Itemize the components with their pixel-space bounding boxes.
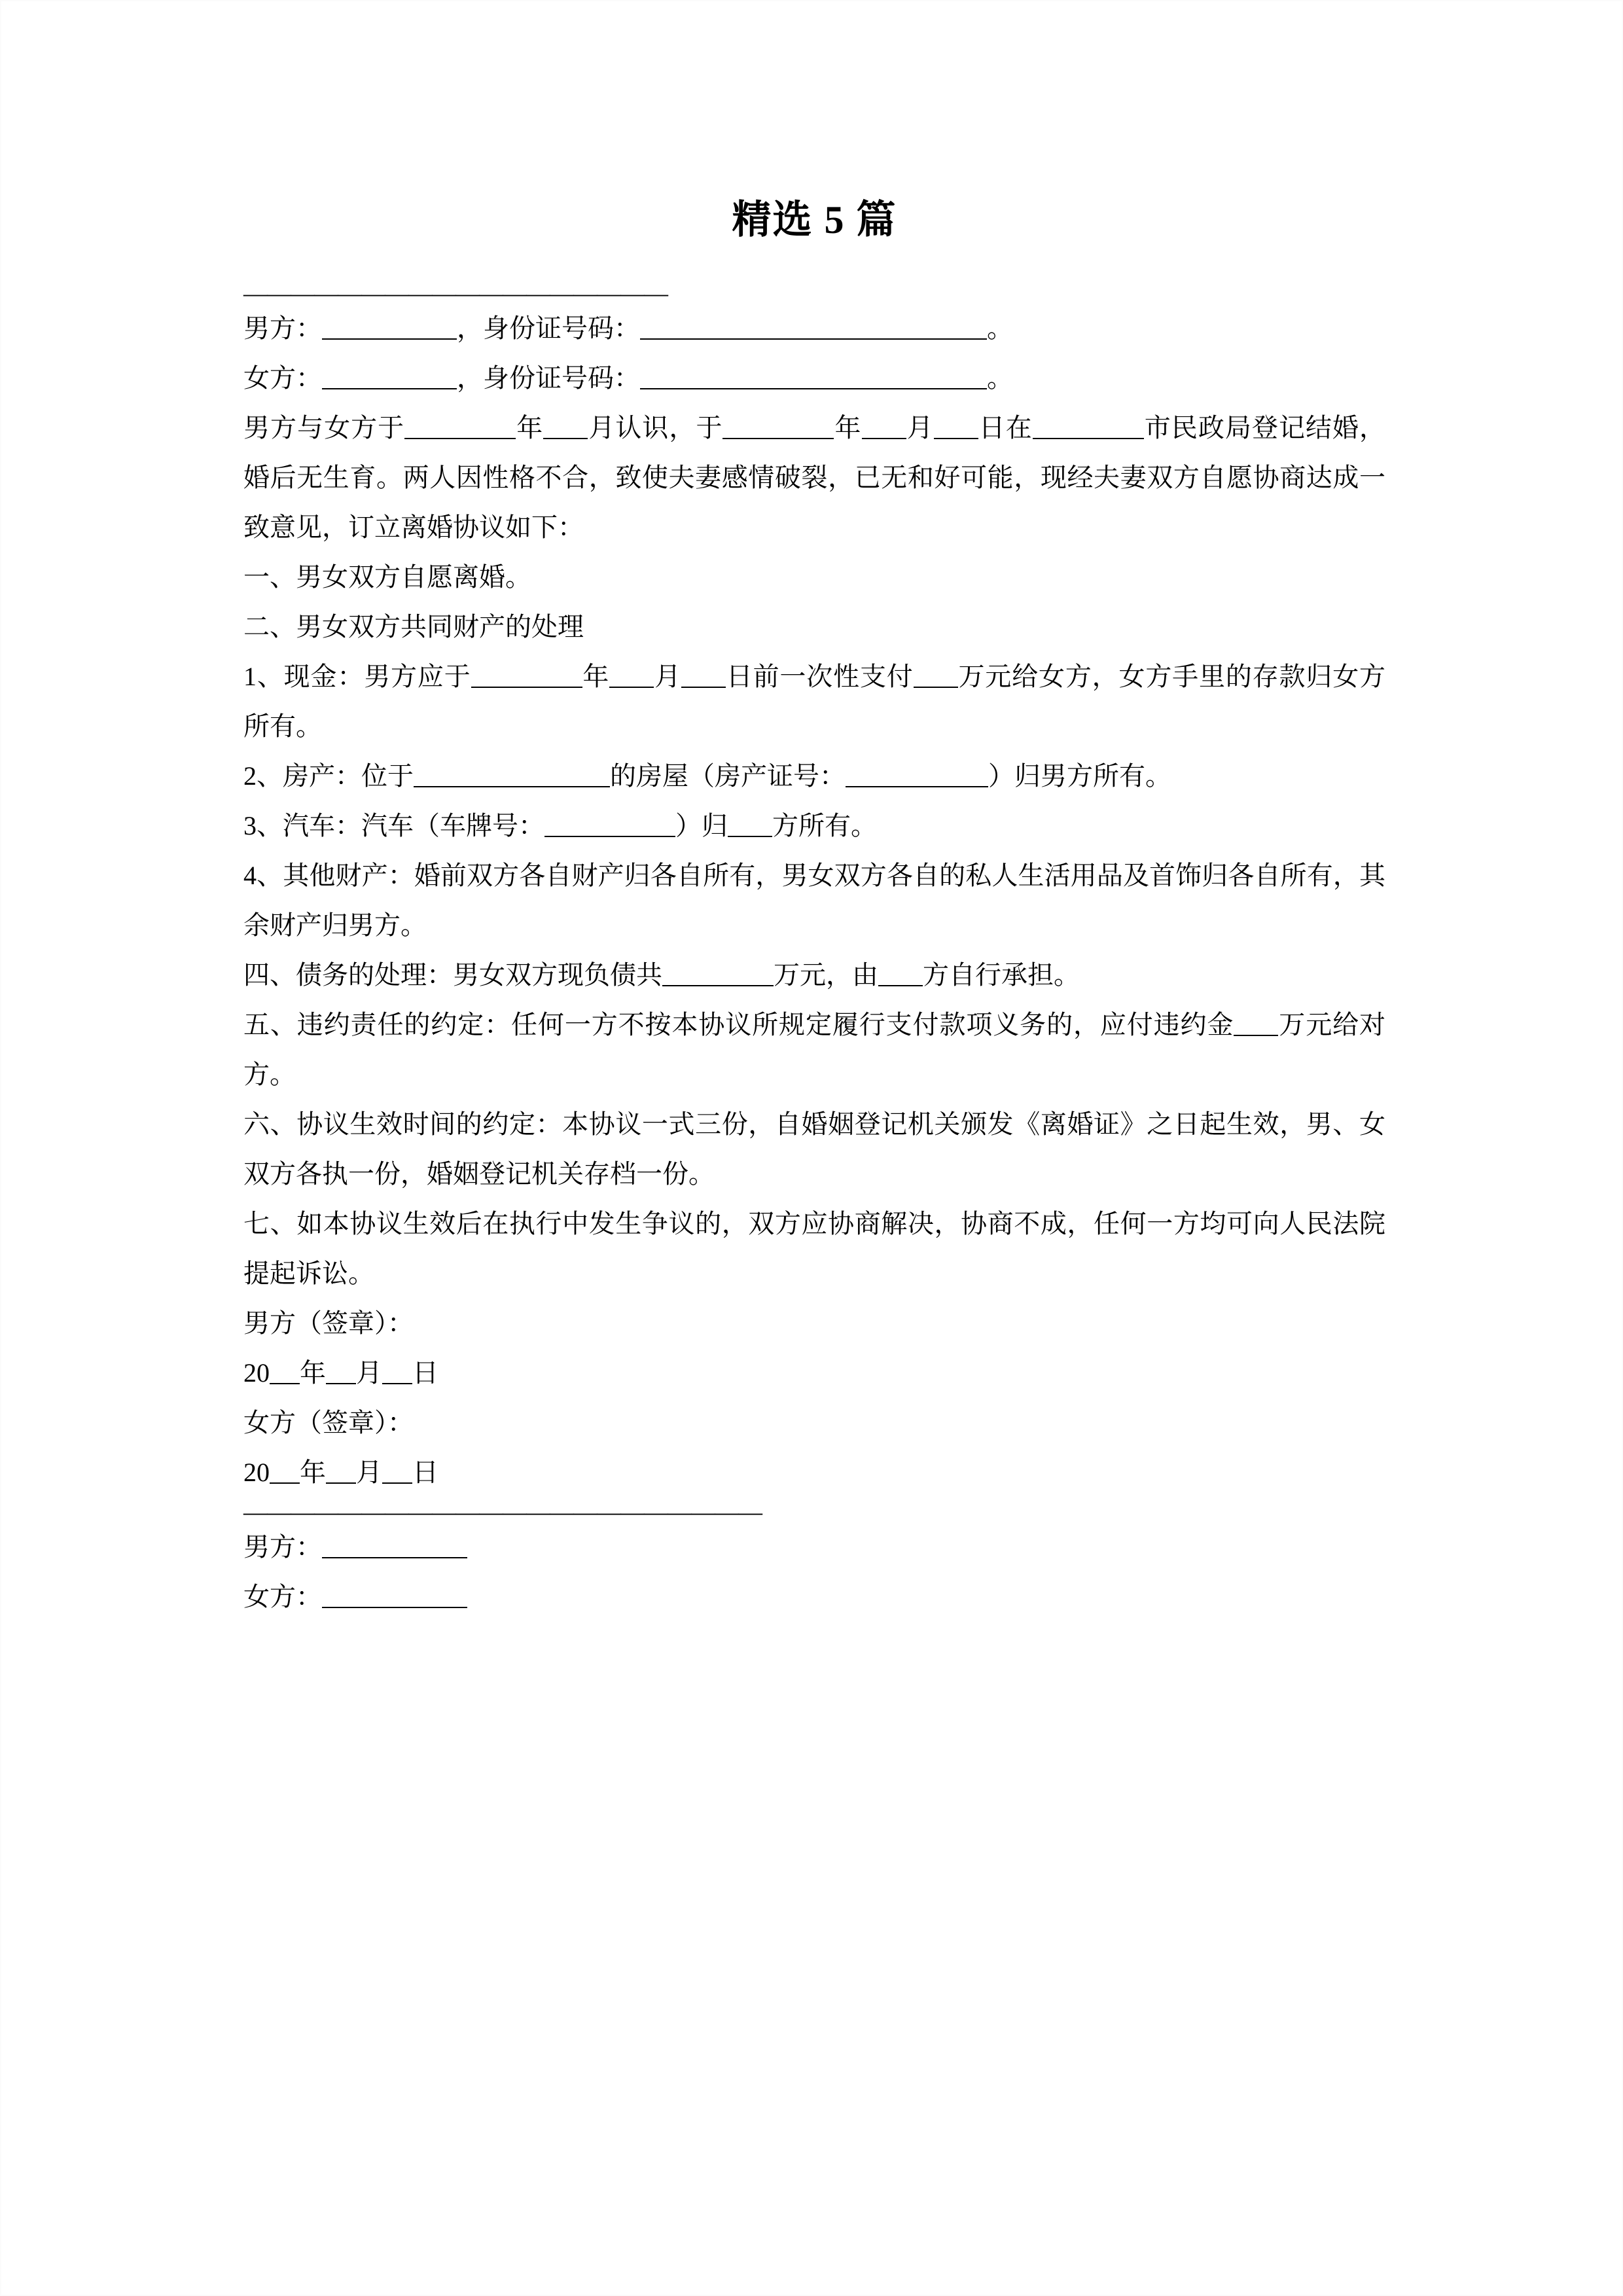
clause-two-heading: 二、男女双方共同财产的处理 (243, 612, 584, 641)
female-date-year: 年 (300, 1458, 326, 1487)
male-signature-label: 男方（签章）： (243, 1308, 414, 1338)
male-date-month: 月 (356, 1358, 382, 1388)
property-item-house (243, 751, 1385, 801)
item1-seg-3: 月 (654, 662, 681, 691)
item1-month-blank[interactable] (609, 664, 654, 688)
item1-seg-4: 日前一次性支付 (725, 662, 914, 691)
party-male-line (243, 304, 1385, 353)
intro-city-blank[interactable] (1033, 416, 1144, 439)
item1-year-blank[interactable] (471, 664, 582, 688)
property-item-cash (243, 652, 1385, 751)
top-divider-rule: —————————————————— (243, 280, 668, 307)
clause-five-breach (243, 1000, 1385, 1100)
clause5-seg-1: 五、违约责任的约定：任何一方不按本协议所规定履行支付款项义务的，应付违约金 (243, 1010, 1234, 1039)
item2-address-blank[interactable] (414, 764, 610, 787)
party-female-name-blank[interactable] (322, 366, 457, 389)
footer-male-blank[interactable] (322, 1535, 467, 1558)
female-signature-label: 女方（签章）： (243, 1408, 414, 1437)
female-date-day-blank[interactable] (382, 1460, 412, 1484)
male-signature-date (243, 1348, 1385, 1398)
female-date-prefix: 20 (243, 1458, 270, 1487)
clause5-seg-2: 万元给对方。 (243, 1010, 1386, 1089)
female-signature-date (243, 1448, 1385, 1498)
item1-amount-blank[interactable] (914, 664, 958, 688)
intro-day-blank[interactable] (934, 416, 978, 439)
item3-party-blank[interactable] (728, 814, 772, 837)
party-female-line (243, 353, 1385, 403)
intro-paragraph (243, 403, 1385, 552)
period-1: 。 (987, 314, 1013, 343)
clause-six-effective: 六、协议生效时间的约定：本协议一式三份，自婚姻登记机关颁发《离婚证》之日起生效，男、女双方各执一份，婚姻登记机关存档一份。 (243, 1109, 1385, 1189)
intro-year1-blank[interactable] (404, 416, 516, 439)
comma-1: ， (457, 314, 483, 343)
clause-four-debt (243, 950, 1385, 1000)
document-content (243, 0, 1385, 1622)
clause-seven-dispute: 七、如本协议生效后在执行中发生争议的，双方应协商解决，协商不成，任何一方均可向人民法院提起诉讼。 (243, 1209, 1385, 1288)
item2-seg-3: ）归男方所有。 (988, 761, 1171, 791)
footer-male-line (243, 1522, 1385, 1572)
clause4-seg-1: 四、债务的处理：男女双方现负债共 (243, 960, 662, 990)
party-female-label: 女方： (243, 363, 322, 393)
female-date-day: 日 (412, 1458, 438, 1487)
party-male-label: 男方： (243, 314, 322, 343)
footer-male-label: 男方： (243, 1532, 322, 1562)
party-male-name-blank[interactable] (322, 316, 457, 340)
intro-seg-1: 男方与女方于 (243, 413, 405, 442)
intro-month2-blank[interactable] (862, 416, 906, 439)
period-2: 。 (987, 363, 1013, 393)
female-date-month: 月 (356, 1458, 382, 1487)
item2-seg-2: 的房屋（房产证号： (610, 761, 846, 791)
male-date-year: 年 (300, 1358, 326, 1388)
intro-seg-3: 月认识，于 (588, 413, 723, 442)
item3-seg-3: 方所有。 (772, 811, 877, 840)
party-male-id-blank[interactable] (640, 316, 987, 340)
page-title: 精选 5 篇 (732, 198, 897, 242)
item1-seg-2: 年 (582, 662, 610, 691)
item1-seg-5: 万元给女方，女方手里的存款归女方所有。 (243, 662, 1386, 741)
party-female-id-blank[interactable] (640, 366, 987, 389)
intro-seg-6: 日在 (978, 413, 1033, 442)
bottom-divider-rule: —————————————————————— (243, 1499, 762, 1526)
footer-female-line (243, 1572, 1385, 1622)
intro-month1-blank[interactable] (543, 416, 588, 439)
top-divider (243, 280, 1385, 307)
footer-female-blank[interactable] (322, 1585, 467, 1608)
item3-seg-1: 3、汽车：汽车（车牌号： (243, 811, 544, 840)
bottom-divider (243, 1499, 1385, 1526)
male-date-year-blank[interactable] (270, 1361, 300, 1384)
item2-cert-blank[interactable] (846, 764, 988, 787)
clause4-seg-3: 方自行承担。 (923, 960, 1080, 990)
intro-seg-2: 年 (516, 413, 544, 442)
clause4-party-blank[interactable] (878, 963, 923, 986)
item1-day-blank[interactable] (681, 664, 726, 688)
female-date-month-blank[interactable] (326, 1460, 356, 1484)
intro-seg-7: 市民政局登记结婚，婚后无生育。两人因性格不合，致使夫妻感情破裂，已无和好可能，现经夫妻双方自愿协商达成一致意见，订立离婚协议如下： (243, 413, 1386, 542)
party-female-id-label: 身份证号码： (483, 363, 640, 393)
item2-seg-1: 2、房产：位于 (243, 761, 414, 791)
female-date-year-blank[interactable] (270, 1460, 300, 1484)
property-item-car (243, 801, 1385, 851)
male-date-prefix: 20 (243, 1358, 270, 1388)
item3-plate-blank[interactable] (544, 814, 675, 837)
male-date-day: 日 (412, 1358, 438, 1388)
intro-seg-4: 年 (834, 413, 862, 442)
male-date-day-blank[interactable] (382, 1361, 412, 1384)
clause5-amount-blank[interactable] (1234, 1013, 1278, 1036)
comma-2: ， (457, 363, 483, 393)
footer-female-label: 女方： (243, 1582, 322, 1611)
property-item-other: 4、其他财产：婚前双方各自财产归各自所有，男女双方各自的私人生活用品及首饰归各自所有，其余财产归男方。 (243, 861, 1385, 940)
intro-seg-5: 月 (906, 413, 934, 442)
party-male-id-label: 身份证号码： (483, 314, 640, 343)
male-date-month-blank[interactable] (326, 1361, 356, 1384)
clause4-amount-blank[interactable] (662, 963, 774, 986)
clause-one: 一、男女双方自愿离婚。 (243, 562, 531, 592)
item1-seg-1: 1、现金：男方应于 (243, 662, 471, 691)
intro-year2-blank[interactable] (722, 416, 834, 439)
item3-seg-2: ）归 (675, 811, 728, 840)
clause4-seg-2: 万元，由 (774, 960, 878, 990)
